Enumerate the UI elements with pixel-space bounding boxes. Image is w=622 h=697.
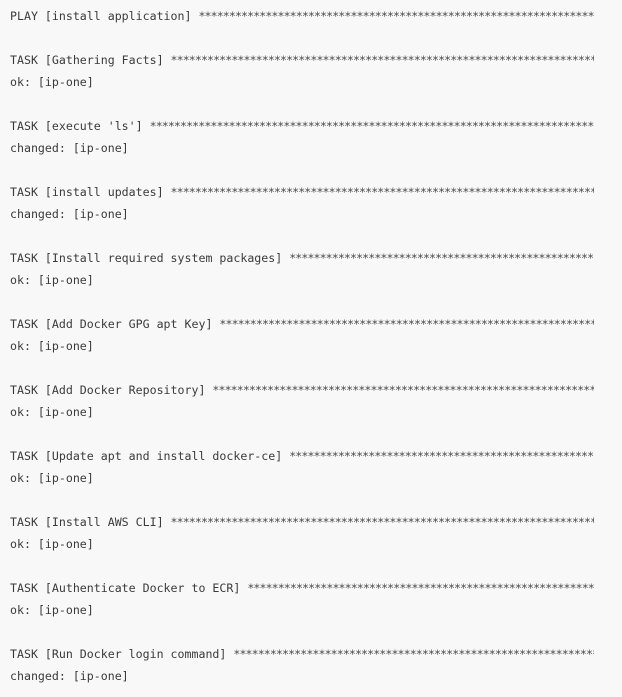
task-header-text: TASK [Add Docker Repository] <box>10 383 213 397</box>
task-header <box>10 511 594 533</box>
task-header <box>10 643 594 665</box>
blank-line <box>10 291 612 313</box>
separator-stars <box>150 115 594 137</box>
task-result: ok: [ip-one] <box>10 273 94 287</box>
separator-stars <box>171 511 594 533</box>
task-result: changed: [ip-one] <box>10 207 129 221</box>
blank-line <box>10 93 612 115</box>
task-header-text: TASK [Authenticate Docker to ECR] <box>10 581 248 595</box>
task-header-text: TASK [Install AWS CLI] <box>10 515 171 529</box>
task-header <box>10 379 594 401</box>
blank-line <box>10 555 612 577</box>
task-result: ok: [ip-one] <box>10 537 94 551</box>
separator-stars <box>233 643 594 665</box>
play-header-text: PLAY [install application] <box>10 9 199 23</box>
task-header <box>10 49 594 71</box>
task-header-text: TASK [Run Docker login command] <box>10 647 234 661</box>
blank-line <box>10 27 612 49</box>
play-header <box>10 5 594 27</box>
blank-line <box>10 357 612 379</box>
task-header <box>10 445 594 467</box>
separator-stars <box>289 445 594 467</box>
separator-stars <box>289 247 594 269</box>
task-header <box>10 577 594 599</box>
task-header <box>10 247 594 269</box>
separator-stars <box>247 577 594 599</box>
blank-line <box>10 159 612 181</box>
task-header <box>10 115 594 137</box>
task-result: ok: [ip-one] <box>10 405 94 419</box>
task-header-text: TASK [Add Docker GPG apt Key] <box>10 317 220 331</box>
separator-stars <box>219 313 594 335</box>
task-header-text: TASK [Install required system packages] <box>10 251 290 265</box>
task-result: ok: [ip-one] <box>10 603 94 617</box>
task-header-text: TASK [Gathering Facts] <box>10 53 171 67</box>
task-header <box>10 181 594 203</box>
task-result: ok: [ip-one] <box>10 339 94 353</box>
task-header-text: TASK [execute 'ls'] <box>10 119 150 133</box>
blank-line <box>10 423 612 445</box>
separator-stars <box>212 379 594 401</box>
task-header <box>10 313 594 335</box>
task-result: changed: [ip-one] <box>10 141 129 155</box>
blank-line <box>10 225 612 247</box>
task-header-text: TASK [install updates] <box>10 185 171 199</box>
separator-stars <box>198 5 594 27</box>
task-result: ok: [ip-one] <box>10 75 94 89</box>
task-result: ok: [ip-one] <box>10 471 94 485</box>
blank-line <box>10 489 612 511</box>
task-result: changed: [ip-one] <box>10 669 129 683</box>
separator-stars <box>171 181 594 203</box>
blank-line <box>10 621 612 643</box>
separator-stars <box>171 49 594 71</box>
task-header-text: TASK [Update apt and install docker-ce] <box>10 449 290 463</box>
